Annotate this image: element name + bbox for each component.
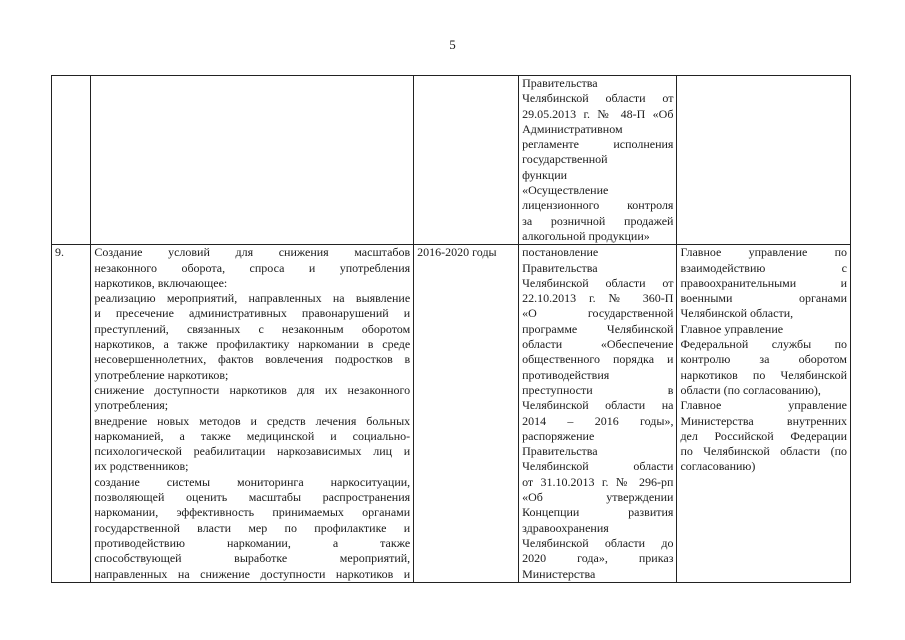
cell-executor [677, 76, 851, 245]
text-line: 22.10.2013 г. № 360-П [522, 291, 674, 306]
page-number: 5 [449, 37, 456, 52]
legal-document-text [522, 76, 673, 244]
executor-text [680, 245, 847, 474]
text-line: постановление [522, 245, 599, 260]
text-line: Концепции развития [522, 505, 674, 520]
text-line: незаконного оборота, спроса и употребления [94, 260, 411, 275]
text-line: их родственников; [94, 459, 189, 474]
cell-period [414, 76, 519, 245]
text-line: Министерства [522, 566, 596, 581]
text-line: и пресечение административных правонарушений и [94, 306, 411, 321]
text-line: общественного порядка и [522, 352, 674, 367]
text-line: наркотиков, включающее: [94, 275, 228, 290]
text-line: 29.05.2013 г. № 48-П «Об [522, 106, 674, 121]
text-line: Челябинской области [522, 459, 674, 474]
text-line: распоряжение [522, 428, 595, 443]
text-line: наркотиков, а также профилактику наркомании в среде [94, 337, 411, 352]
text-line: Челябинской области, [680, 306, 794, 321]
text-line: области (по согласованию), [680, 382, 821, 397]
text-line: регламенте исполнения [522, 137, 674, 152]
text-line: психологической реабилитации наркозависимых лиц и [94, 444, 411, 459]
text-line: наркомании, эффективность принимаемых органами [94, 505, 411, 520]
text-line: Создание условий для снижения масштабов [94, 245, 411, 260]
cell-legal-document [519, 245, 677, 583]
text-line: 2020 года», приказ [522, 551, 674, 566]
cell-period: 2016-2020 годы [414, 245, 519, 583]
text-line: Правительства [522, 76, 598, 90]
text-line: направленных на снижение доступности наркотиков и [94, 566, 411, 581]
text-line: от 31.10.2013 г. № 296-рп [522, 474, 674, 489]
text-line: преступности в [522, 382, 674, 397]
text-line: Челябинской области от [522, 91, 674, 106]
task-description [94, 245, 410, 582]
text-line: военными органами [680, 291, 847, 306]
text-line: употребления; [94, 398, 169, 413]
text-line: контролю за оборотом [680, 352, 847, 367]
text-line: Правительства [522, 260, 598, 275]
text-line: несовершеннолетних, фактов вовлечения подростков в [94, 352, 411, 367]
text-line: снижение доступности наркотиков для их незаконного [94, 382, 411, 397]
text-line: алкогольной продукции» [522, 228, 650, 243]
text-line: употребление наркотиков; [94, 367, 229, 382]
text-line: Челябинской области на [522, 398, 674, 413]
text-line: государственной власти мер по профилактике и [94, 520, 411, 535]
cell-task [91, 76, 414, 245]
text-line: по Челябинской области (по [680, 444, 847, 459]
text-line: «О государственной [522, 306, 674, 321]
cell-legal-document [519, 76, 677, 245]
text-line: внедрение новых методов и средств лечения больных [94, 413, 411, 428]
text-line: наркоманией, а также медицинской и социально- [94, 428, 411, 443]
text-line: правоохранительными и [680, 275, 847, 290]
text-line: Правительства [522, 444, 598, 459]
table-row-9 [52, 245, 851, 583]
text-line: преступлений, связанных с незаконным оборотом [94, 321, 411, 336]
text-line: Челябинской области от [522, 275, 674, 290]
text-line: согласованию) [680, 459, 756, 474]
cell-task [91, 245, 414, 583]
text-line: за розничной продажей [522, 213, 674, 228]
text-line: реализацию мероприятий, направленных на выявление [94, 291, 411, 306]
text-line: программе Челябинской [522, 321, 674, 336]
text-line: Министерства внутренних [680, 413, 847, 428]
text-line: Челябинской области до [522, 535, 674, 550]
text-line: создание системы мониторинга наркоситуации, [94, 474, 411, 489]
text-line: «Осуществление [522, 183, 609, 198]
text-line: здравоохранения [522, 520, 609, 535]
measures-table [51, 75, 851, 583]
text-line: Федеральной службы по [680, 337, 847, 352]
text-line: Главное управление по [680, 245, 847, 260]
text-line: способствующей выработке мероприятий, [94, 551, 411, 566]
text-line: государственной [522, 152, 608, 167]
text-line: Административном [522, 121, 623, 136]
legal-document-text [522, 245, 673, 582]
cell-number [52, 76, 91, 245]
cell-number: 9. [52, 245, 91, 583]
cell-executor [677, 245, 851, 583]
text-line: Главное управление [680, 398, 847, 413]
text-line: взаимодействию с [680, 260, 847, 275]
text-line: лицензионного контроля [522, 198, 674, 213]
text-line: Главное управление [680, 321, 784, 336]
text-line: противодействия [522, 367, 610, 382]
text-line: позволяющей оценить масштабы распространения [94, 490, 411, 505]
text-line: области «Обеспечение [522, 337, 674, 352]
table-row-continued [52, 76, 851, 245]
text-line: наркотиков по Челябинской [680, 367, 847, 382]
text-line: функции [522, 167, 568, 182]
text-line: «Об утверждении [522, 490, 674, 505]
text-line: 2014 – 2016 годы», [522, 413, 674, 428]
text-line: противодействию наркомании, а также [94, 535, 411, 550]
text-line: дел Российской Федерации [680, 428, 847, 443]
